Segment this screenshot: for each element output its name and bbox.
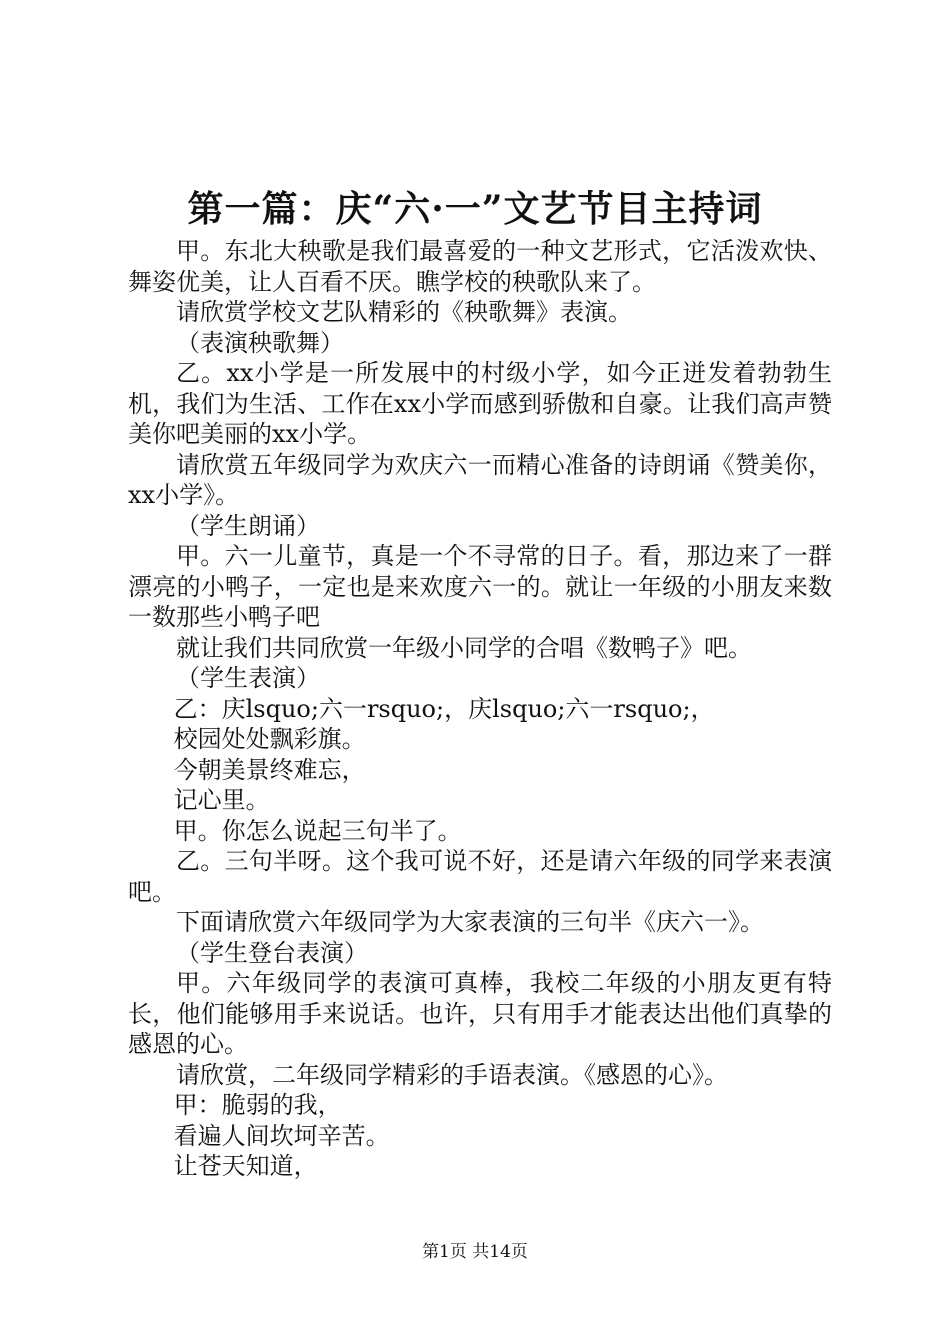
paragraph: 甲。你怎么说起三句半了。 [173, 816, 462, 845]
paragraph: 下面请欣赏六年级同学为大家表演的三句半《庆六一》。 [176, 908, 764, 936]
paragraph: 看遍人间坎坷辛苦。 [173, 1121, 390, 1150]
paragraph: 请欣赏，二年级同学精彩的手语表演。《感恩的心》。 [176, 1060, 728, 1089]
paragraph: 让苍天知道， [173, 1152, 318, 1180]
paragraph: 甲。六年级同学的表演可真棒，我校二年级的小朋友更有特长，他们能够用手来说话。也许，只有用手才能表达出他们真挚的感恩的心。 [128, 969, 832, 1058]
paragraph: 乙。xx小学是一所发展中的村级小学，如今正迸发着勃勃生机，我们为生活、工作在xx小学而感到骄傲和自豪。让我们高声赞美你吧美丽的xx小学。 [128, 359, 832, 448]
paragraph: （表演秧歌舞） [176, 328, 344, 357]
paragraph: 就让我们共同欣赏一年级小同学的合唱《数鸭子》吧。 [176, 633, 752, 662]
paragraph: 请欣赏学校文艺队精彩的《秧歌舞》表演。 [176, 298, 632, 326]
paragraph: 甲：脆弱的我， [173, 1091, 342, 1119]
paragraph: 校园处处飘彩旗。 [173, 725, 366, 753]
document-body [128, 236, 832, 1182]
paragraph: 今朝美景终难忘， [173, 755, 366, 784]
paragraph: 乙：庆lsquo;六一rsquo;，庆lsquo;六一rsquo;， [173, 694, 715, 723]
paragraph: 乙。三句半呀。这个我可说不好，还是请六年级的同学来表演吧。 [128, 847, 832, 906]
paragraph: 甲。东北大秧歌是我们最喜爱的一种文艺形式，它活泼欢快、舞姿优美，让人百看不厌。瞧学校的秧歌队来了。 [128, 237, 832, 296]
paragraph: 请欣赏五年级同学为欢庆六一而精心准备的诗朗诵《赞美你，xx小学》。 [128, 450, 832, 509]
paragraph: （学生朗诵） [176, 511, 320, 540]
paragraph: （学生登台表演） [176, 938, 368, 967]
document-title: 第一篇：庆“六·一”文艺节目主持词 [187, 188, 763, 230]
page-number-footer: 第1页 共14页 [422, 1242, 528, 1262]
paragraph: 甲。六一儿童节，真是一个不寻常的日子。看，那边来了一群漂亮的小鸭子，一定也是来欢度六一的。就让一年级的小朋友来数一数那些小鸭子吧 [128, 542, 832, 631]
paragraph: （学生表演） [176, 664, 320, 692]
paragraph: 记心里。 [173, 786, 270, 814]
